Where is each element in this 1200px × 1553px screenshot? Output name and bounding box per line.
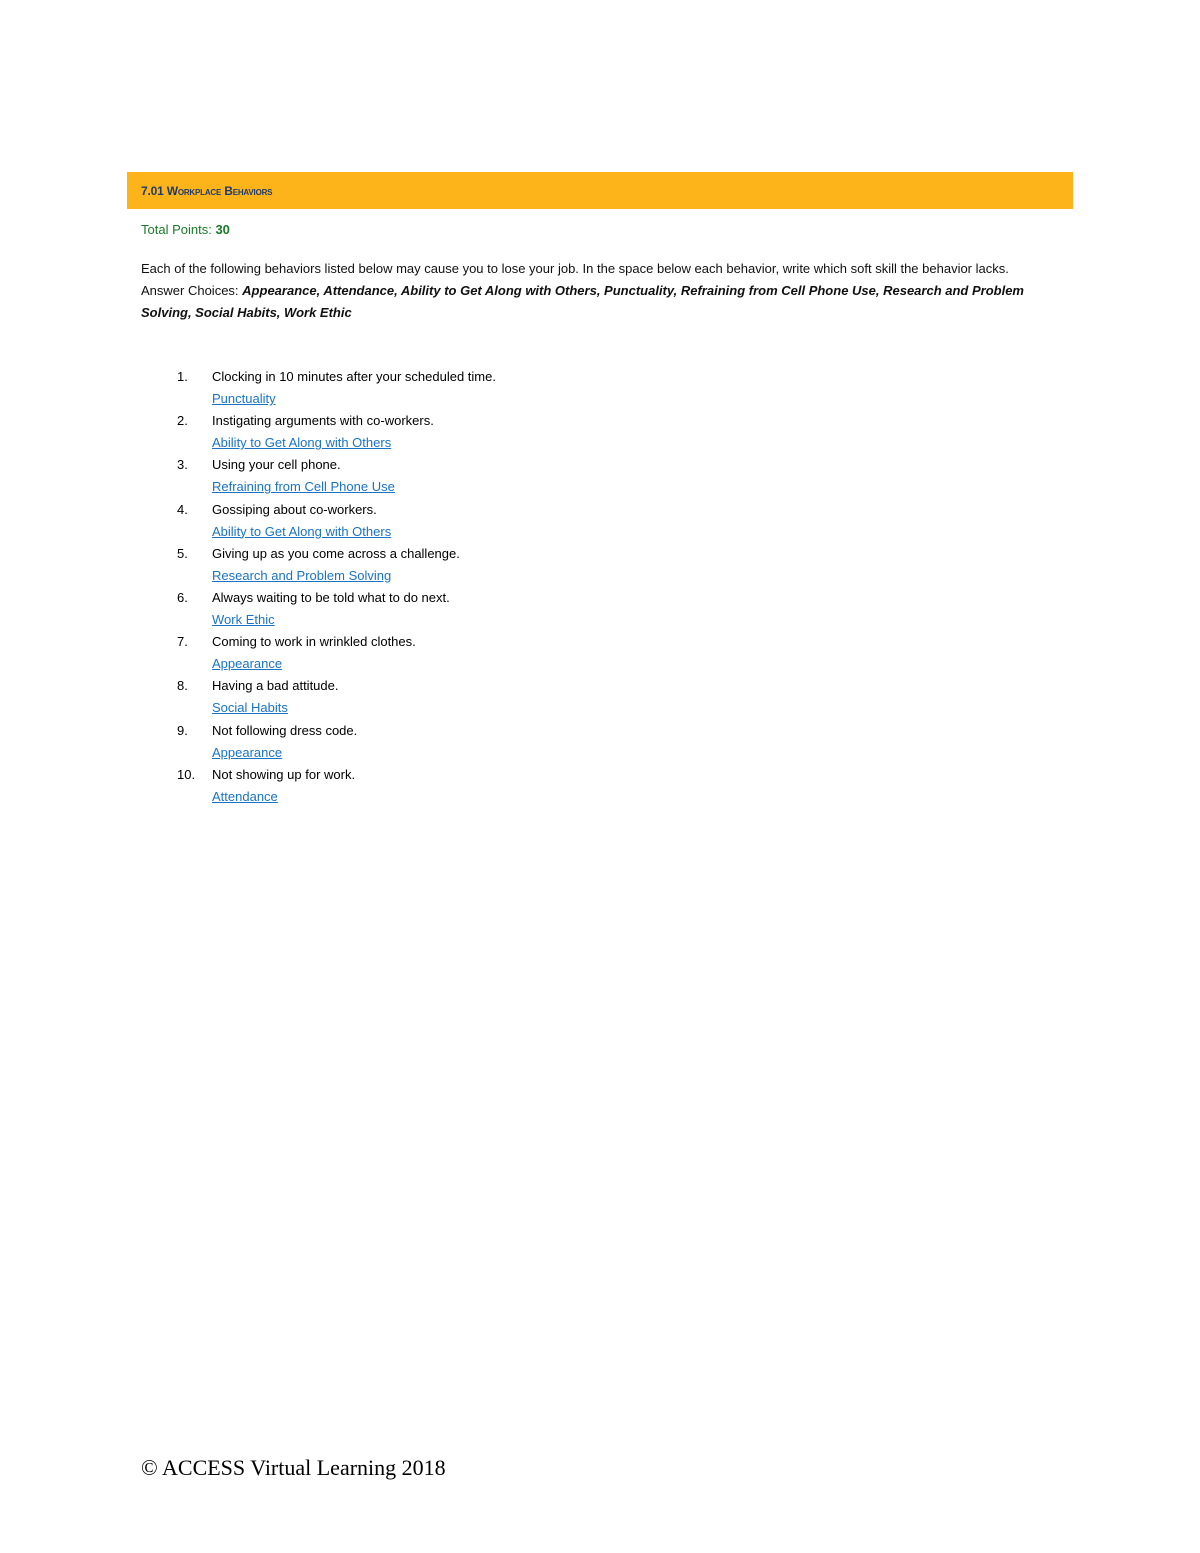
list-item [141, 764, 941, 808]
item-answer-link[interactable]: Social Habits [212, 700, 288, 716]
section-title [141, 184, 272, 198]
item-answer-link[interactable]: Work Ethic [212, 611, 275, 627]
list-item [141, 410, 941, 454]
item-number: 2. [177, 413, 188, 429]
section-number: 7.01 [141, 183, 164, 198]
item-answer-link[interactable]: Punctuality [212, 391, 276, 406]
list-item [141, 675, 941, 719]
list-item [141, 454, 941, 498]
item-answer-link[interactable]: Appearance [212, 656, 283, 672]
item-behavior: Giving up as you come across a challenge. [212, 545, 460, 561]
item-number: 8. [177, 678, 188, 694]
instructions [141, 258, 1061, 324]
list-item [141, 543, 941, 587]
item-number: 4. [177, 501, 188, 517]
list-item [141, 499, 941, 543]
item-number: 1. [177, 369, 188, 384]
item-answer-link[interactable]: Research and Problem Solving [212, 567, 392, 583]
item-behavior: Not showing up for work. [212, 766, 356, 782]
section-header-bar [127, 172, 1073, 209]
behavior-list [141, 366, 941, 808]
section-title-text: Workplace Behaviors [166, 183, 273, 198]
list-item [141, 366, 941, 410]
item-answer-link[interactable]: Attendance [212, 788, 278, 804]
item-answer-link[interactable]: Appearance [212, 744, 283, 760]
instructions-text: Each of the following behaviors listed below may cause you to lose your job. In the space below each behavior, write which soft skill the behavior lacks. [141, 261, 1009, 276]
item-behavior: Clocking in 10 minutes after your scheduled time. [212, 369, 496, 384]
item-behavior: Gossiping about co-workers. [212, 501, 377, 517]
list-item [141, 631, 941, 675]
item-behavior: Using your cell phone. [212, 457, 341, 473]
item-answer-link[interactable]: Ability to Get Along with Others [212, 523, 392, 539]
list-item [141, 720, 941, 764]
answer-choices [141, 280, 1061, 324]
answer-choices-list: Appearance, Attendance, Ability to Get Along with Others, Punctuality, Refraining from Cell Phone Use, Research and Problem Solving, Social Habits, Work Ethic [141, 283, 1024, 320]
answer-choices-label: Answer Choices: [141, 283, 239, 298]
item-behavior: Having a bad attitude. [212, 678, 339, 694]
item-behavior: Coming to work in wrinkled clothes. [212, 634, 416, 650]
item-number: 7. [177, 634, 188, 650]
total-points [141, 222, 230, 237]
total-points-label: Total Points: [141, 222, 212, 237]
list-item [141, 587, 941, 631]
item-number: 5. [177, 545, 188, 561]
item-answer-link[interactable]: Refraining from Cell Phone Use [212, 479, 395, 495]
total-points-value: 30 [215, 222, 230, 237]
item-number: 3. [177, 457, 188, 473]
item-behavior: Not following dress code. [212, 722, 358, 738]
item-number: 10. [177, 766, 196, 782]
item-behavior: Instigating arguments with co-workers. [212, 413, 434, 429]
item-answer-link[interactable]: Ability to Get Along with Others [212, 435, 392, 451]
copyright-footer: © ACCESS Virtual Learning 2018 [141, 1455, 446, 1480]
item-behavior: Always waiting to be told what to do next. [212, 589, 450, 605]
item-number: 6. [177, 589, 188, 605]
item-number: 9. [177, 722, 188, 738]
